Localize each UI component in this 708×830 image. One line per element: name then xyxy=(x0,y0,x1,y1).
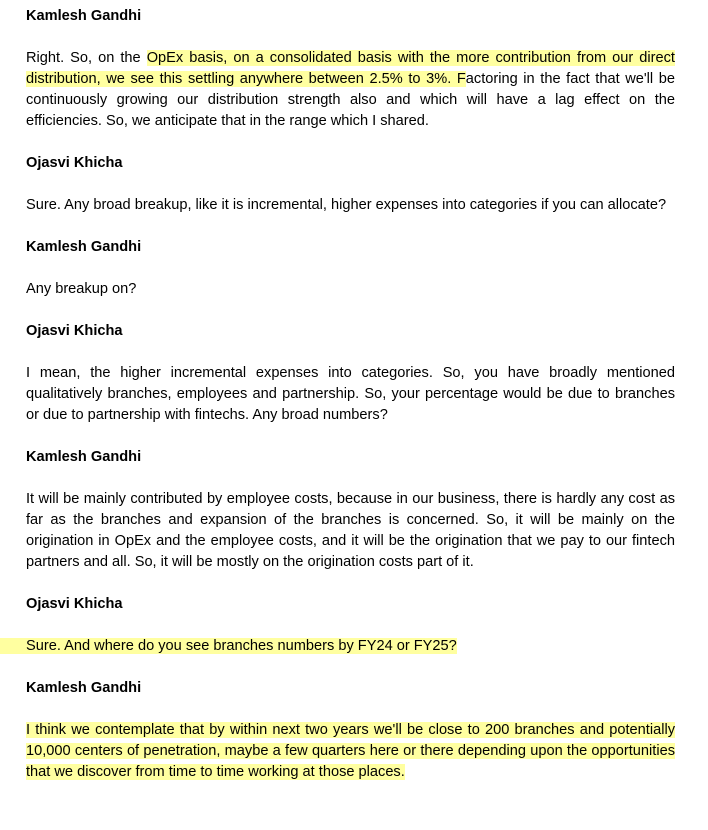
speaker-remark xyxy=(26,489,675,573)
speaker-name: Kamlesh Gandhi xyxy=(26,239,142,255)
speaker-name: Kamlesh Gandhi xyxy=(26,449,142,465)
speaker-name: Ojasvi Khicha xyxy=(26,155,123,171)
speaker-remark xyxy=(26,279,675,300)
remark-text: It will be mainly contributed by employee costs, because in our business, there is hardly any cost as far as the branches and expansion of the branches is concerned. So, it will be mainly on the origination in OpEx and the employee costs, and it will be the origination that we pay to our fintech partners and all. So, it will be mostly on the origination costs part of it. xyxy=(26,491,675,570)
speaker-name: Ojasvi Khicha xyxy=(26,596,123,612)
highlighted-text: OpEx basis, on a consolidated basis with the more contribution from our direct distribution, we see this settling anywhere between 2.5% to 3%. F xyxy=(26,50,675,87)
remark-text: I mean, the higher incremental expenses into categories. So, you have broadly mentioned qualitatively branches, employees and partnership. So, your percentage would be due to branches or due to partnership with fintechs. Any broad numbers? xyxy=(26,365,675,423)
remark-text: Sure. Any broad breakup, like it is incremental, higher expenses into categories if you can allocate? xyxy=(26,197,667,213)
speaker-remark xyxy=(26,48,675,132)
transcript-page xyxy=(26,6,675,783)
remark-text: Any breakup on? xyxy=(26,281,137,297)
speaker-remark xyxy=(26,195,675,216)
remark-text: actoring in the fact that we'll be continuously growing our distribution strength also and which will have a lag effect on the efficiencies. So, we anticipate that in the range which I shared. xyxy=(26,71,676,129)
highlighted-text: I think we contemplate that by within next two years we'll be close to 200 branches and potentially 10,000 centers of penetration, maybe a few quarters here or there depending upon the opportunities that we discover from time to time working at those places. xyxy=(26,722,675,780)
highlighted-text: Sure. And where do you see branches numbers by FY24 or FY25? xyxy=(0,638,457,654)
speaker-name: Kamlesh Gandhi xyxy=(26,8,142,24)
remark-text: Right. So, on the xyxy=(26,50,147,66)
speaker-remark xyxy=(26,363,675,426)
speaker-remark xyxy=(26,720,675,783)
speaker-remark xyxy=(26,636,675,657)
speaker-name: Kamlesh Gandhi xyxy=(26,680,142,696)
speaker-name: Ojasvi Khicha xyxy=(26,323,123,339)
